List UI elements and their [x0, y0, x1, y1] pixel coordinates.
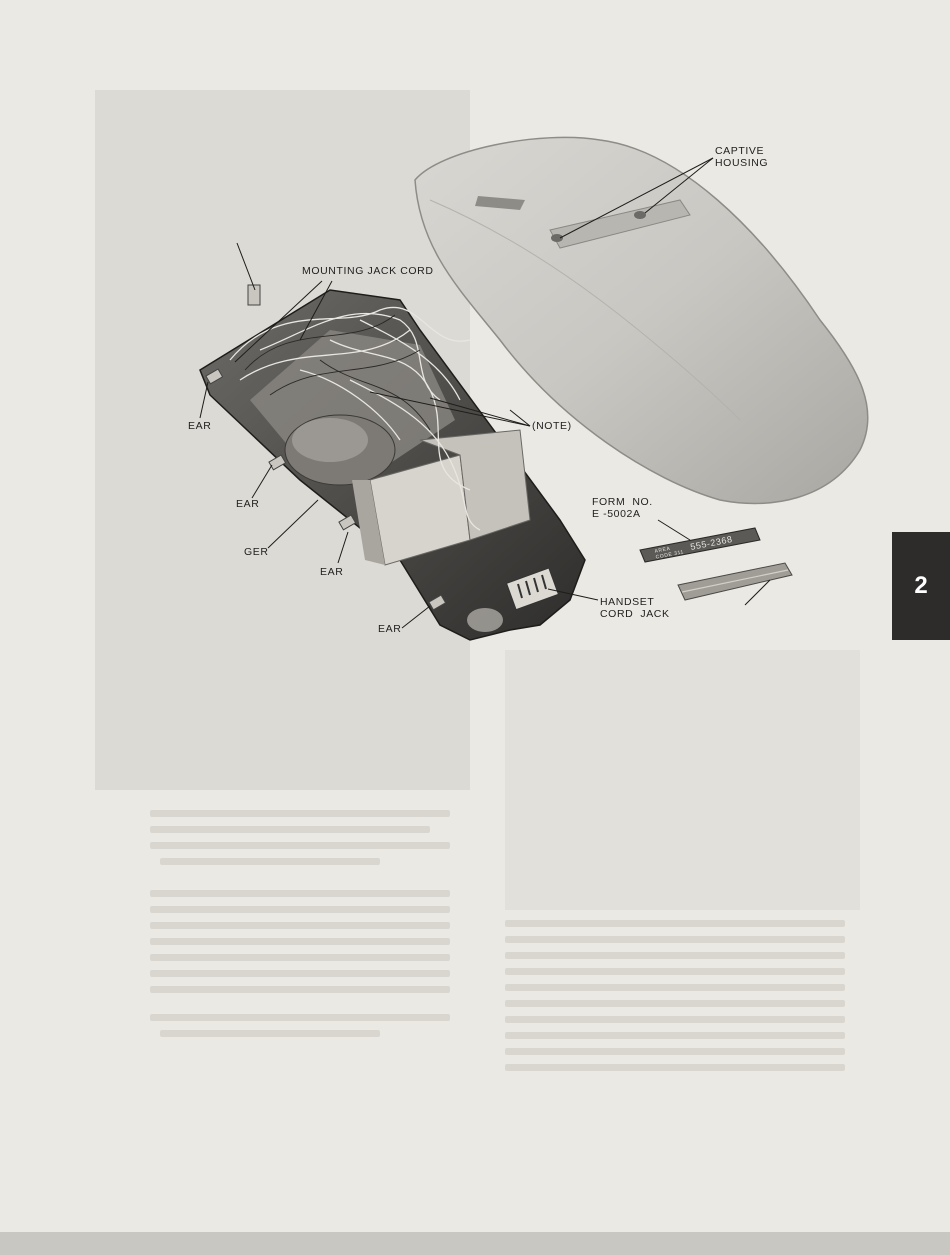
section-tab-number: 2	[914, 572, 928, 599]
card-number-text: 555-2368	[689, 534, 734, 552]
card-prefix-text: AREA CODE 311	[654, 545, 685, 561]
label-ear-left: EAR	[188, 420, 212, 432]
label-captive-housing: CAPTIVE HOUSING	[715, 145, 769, 169]
label-ear-middle: EAR	[320, 566, 344, 578]
section-tab	[892, 532, 950, 640]
label-ear-front: EAR	[236, 498, 260, 510]
label-form-no: FORM NO. E -5002A	[592, 496, 653, 520]
label-note: (NOTE)	[532, 420, 572, 432]
scan-bottom-band	[0, 1232, 950, 1255]
label-ger: GER	[244, 546, 269, 558]
label-ear-bottom: EAR	[378, 623, 402, 635]
label-mounting-jack-cord: MOUNTING JACK CORD	[302, 265, 434, 277]
label-handset-cord-jack: HANDSET CORD JACK	[600, 596, 670, 620]
